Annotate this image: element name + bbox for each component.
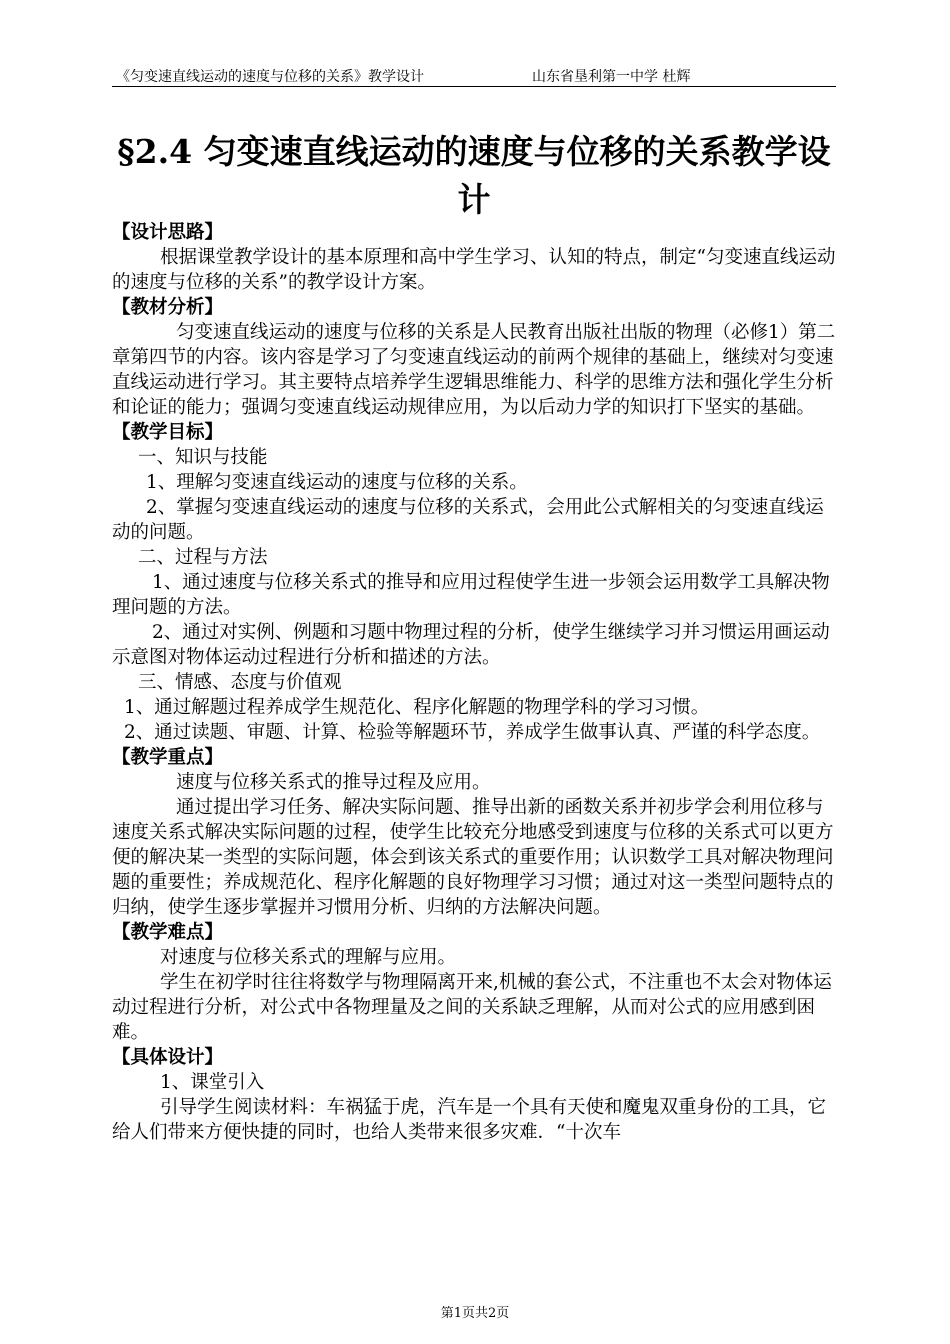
design-idea-paragraph: 根据课堂教学设计的基本原理和高中学生学习、认知的特点，制定“匀变速直线运动的速度与位移的关系”的教学设计方案。 bbox=[112, 247, 836, 293]
difficulties-paragraph: 学生在初学时往往将数学与物理隔离开来,机械的套公式，不注重也不太会对物体运动过程进行分析，对公式中各物理量及之间的关系缺乏理解，从而对公式的应用感到困难。 bbox=[112, 972, 832, 1043]
goals-subheading-process: 二、过程与方法 bbox=[138, 547, 268, 568]
material-paragraph: 匀变速直线运动的速度与位移的关系是人民教育出版社出版的物理（必修1）第二章第四节的内容。该内容是学习了匀变速直线运动的前两个规律的基础上，继续对匀变速直线运动进行学习。其主要特点培养学生逻辑思维能力、科学的思维方法和强化学生分析和论证的能力；强调匀变速直线运动规律应用，为以后动力学的知识打下坚实的基础。 bbox=[112, 322, 836, 418]
goals-item: 2、通过对实例、例题和习题中物理过程的分析，使学生继续学习并习惯运用画运动示意图对物体运动过程进行分析和描述的方法。 bbox=[112, 622, 830, 668]
goals-item: 2、通过读题、审题、计算、检验等解题环节，养成学生做事认真、严谨的科学态度。 bbox=[124, 722, 821, 743]
goals-item: 1、通过解题过程养成学生规范化、程序化解题的物理学科的学习习惯。 bbox=[124, 697, 710, 718]
section-heading-specific: 【具体设计】 bbox=[112, 1047, 224, 1068]
section-heading-goals: 【教学目标】 bbox=[112, 422, 224, 443]
goals-subheading-attitude: 三、情感、态度与价值观 bbox=[138, 672, 342, 693]
specific-paragraph: 引导学生阅读材料：车祸猛于虎，汽车是一个具有天使和魔鬼双重身份的工具，它给人们带来方便快捷的同时，也给人类带来很多灾难．“十次车 bbox=[112, 1097, 827, 1143]
key-points-paragraph: 速度与位移关系式的推导过程及应用。 bbox=[176, 772, 491, 793]
specific-subheading-intro: 1、课堂引入 bbox=[160, 1072, 265, 1093]
section-heading-key-points: 【教学重点】 bbox=[112, 747, 224, 768]
page-title: §2.4 匀变速直线运动的速度与位移的关系教学设计 bbox=[117, 132, 831, 219]
goals-item: 1、理解匀变速直线运动的速度与位移的关系。 bbox=[146, 472, 528, 493]
header-school-author: 山东省垦利第一中学 杜辉 bbox=[532, 69, 691, 85]
goals-item: 1、通过速度与位移关系式的推导和应用过程使学生进一步领会运用数学工具解决物理问题的方法。 bbox=[112, 572, 830, 618]
header-document-title: 《匀变速直线运动的速度与位移的关系》教学设计 bbox=[116, 69, 424, 85]
goals-subheading-knowledge: 一、知识与技能 bbox=[138, 447, 268, 468]
page-number-footer: 第1页共2页 bbox=[440, 1306, 510, 1321]
section-heading-difficulties: 【教学难点】 bbox=[112, 922, 224, 943]
key-points-paragraph: 通过提出学习任务、解决实际问题、推导出新的函数关系并初步学会利用位移与速度关系式解决实际问题的过程，使学生比较充分地感受到速度与位移的关系式可以更方便的解决某一类型的实际问题，体会到该关系式的重要作用；认识数学工具对解决物理问题的重要性；养成规范化、程序化解题的良好物理学习习惯；通过对这一类型问题特点的归纳，使学生逐步掌握并习惯用分析、归纳的方法解决问题。 bbox=[112, 797, 834, 918]
section-heading-material: 【教材分析】 bbox=[112, 297, 224, 318]
section-heading-design-idea: 【设计思路】 bbox=[112, 222, 224, 243]
goals-item: 2、掌握匀变速直线运动的速度与位移的关系式，会用此公式解相关的匀变速直线运动的问题。 bbox=[112, 497, 824, 543]
page-header bbox=[112, 66, 836, 87]
difficulties-paragraph: 对速度与位移关系式的理解与应用。 bbox=[160, 947, 457, 968]
document-body bbox=[112, 220, 836, 1145]
